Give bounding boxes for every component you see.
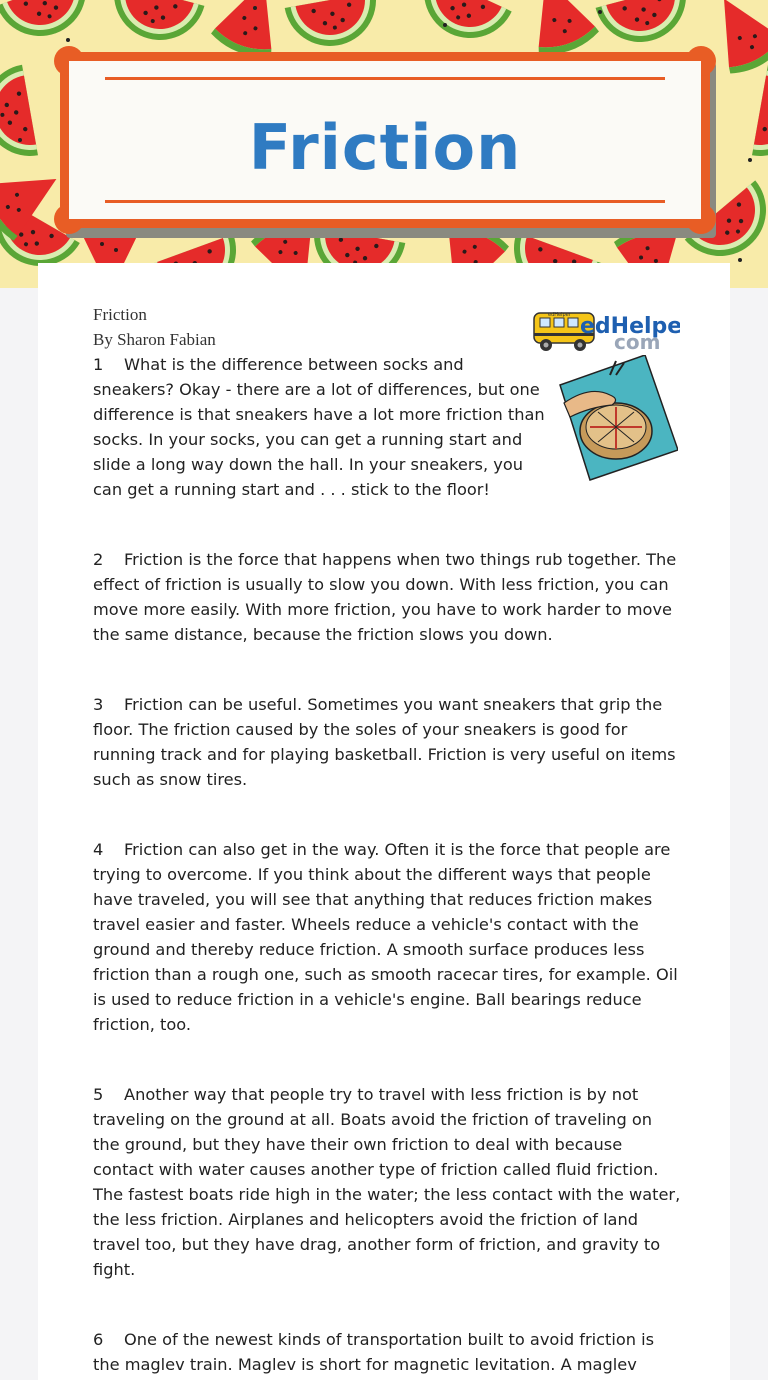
svg-text:edHelper: edHelper xyxy=(548,312,571,318)
title-card xyxy=(60,52,710,228)
paragraph xyxy=(93,352,548,502)
title-rule-top xyxy=(105,77,665,80)
paragraph xyxy=(93,1082,683,1282)
paragraph-number: 6 xyxy=(93,1330,104,1349)
paragraph-number: 5 xyxy=(93,1085,104,1104)
paragraph-text: Friction can also get in the way. Often it is the force that people are trying to overcome. If you think about the different ways that people have traveled, you will see that anything that reduces friction makes travel easier and faster. Wheels reduce a vehicle's contact with the ground and thereby reduce friction. A smooth surface produces less friction than a rough one, such as smooth racecar tires, for example. Oil is used to reduce friction in a vehicle's engine. Ball bearings reduce friction, too. xyxy=(93,840,678,1034)
title-card-inner xyxy=(69,61,701,219)
paragraph xyxy=(93,547,683,647)
svg-text:edHelper.: edHelpe xyxy=(580,314,680,339)
paragraph-text: Friction is the force that happens when two things rub together. The effect of friction is usually to slow you down. With less friction, you can move more easily. With more friction, you have to work harder to move the same distance, because the friction slows you down. xyxy=(93,550,677,644)
document-author: By Sharon Fabian xyxy=(93,330,216,349)
reading-passage xyxy=(93,302,683,1377)
paragraph xyxy=(93,1327,683,1377)
title-rule-bottom xyxy=(105,200,665,203)
paragraph-text: Another way that people try to travel with less friction is by not traveling on the ground at all. Boats avoid the friction of traveling on the ground, but they have their own friction to deal with because contact with water causes another type of friction called fluid friction. The fastest boats ride high in the water; the less contact with the water, the less friction. Airplanes and helicopters avoid the friction of land travel too, but they have drag, another form of friction, and gravity to fight. xyxy=(93,1085,681,1279)
paragraph-text: One of the newest kinds of transportation built to avoid friction is the maglev train. Maglev is short for magnetic levitation. A maglev xyxy=(93,1330,655,1374)
paragraph-text: What is the difference between socks and sneakers? Okay - there are a lot of differences, but one difference is that sneakers have a lot more friction than socks. In your socks, you can get a running start and slide a long way down the hall. In your sneakers, you can get a running start and . . . stick to the floor! xyxy=(93,355,545,499)
paragraph-number: 4 xyxy=(93,840,104,859)
page-title: Friction xyxy=(248,111,522,184)
paragraph xyxy=(93,837,683,1037)
paragraph-text: Friction can be useful. Sometimes you want sneakers that grip the floor. The friction caused by the soles of your sneakers is good for running track and for playing basketball. Friction is very useful on items such as snow tires. xyxy=(93,695,676,789)
document-title: Friction xyxy=(93,305,147,324)
paragraph-number: 1 xyxy=(93,355,104,374)
paragraph xyxy=(93,692,683,792)
svg-text:com: com xyxy=(614,330,661,354)
paragraph-number: 2 xyxy=(93,550,104,569)
paragraph-number: 3 xyxy=(93,695,104,714)
